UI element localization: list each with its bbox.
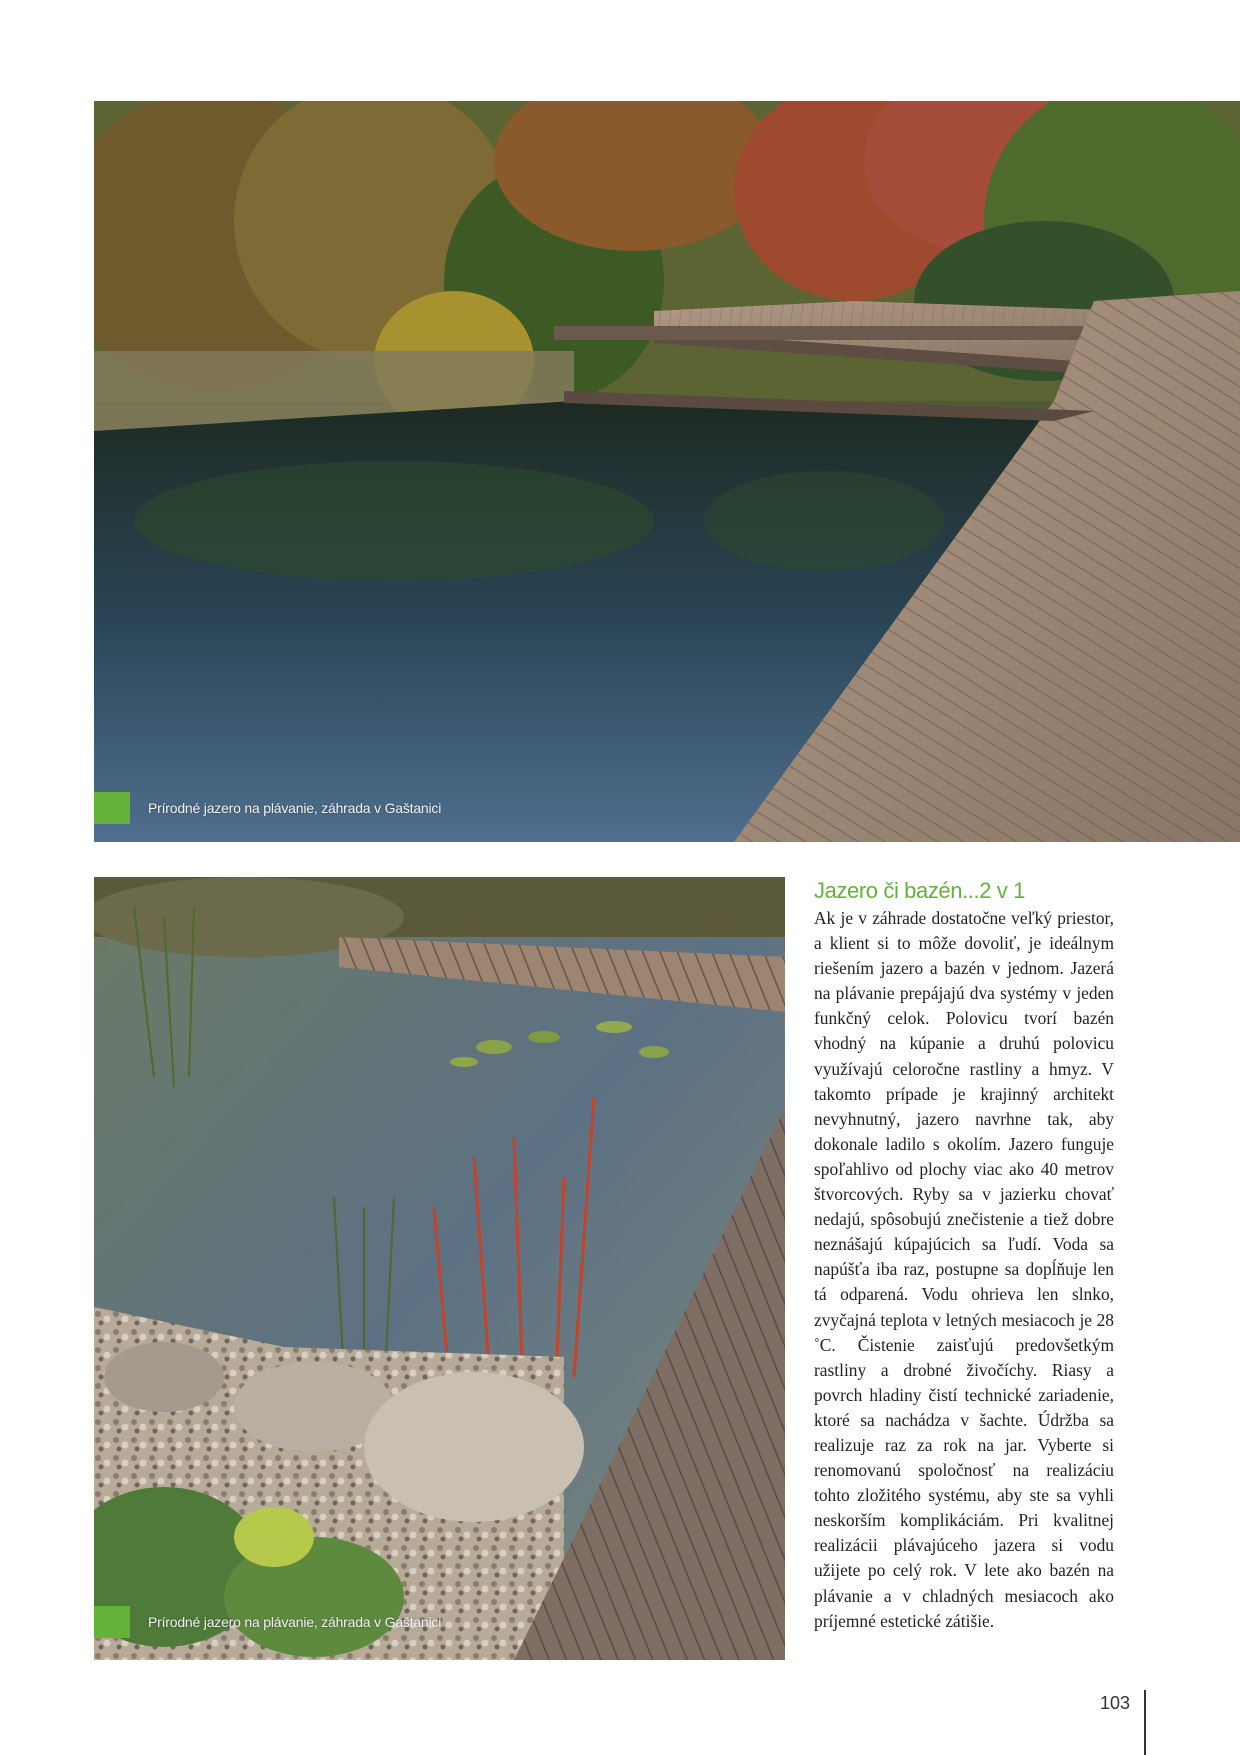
caption-top-text: Prírodné jazero na plávanie, záhrada v Gaštanici <box>148 800 442 816</box>
article-heading: Jazero či bazén...2 v 1 <box>814 878 1025 903</box>
caption-top <box>94 792 441 824</box>
photo-pond-deck-image <box>94 101 1240 842</box>
page-number: 103 <box>1099 1693 1130 1713</box>
page-number-rule <box>1144 1690 1146 1755</box>
caption-accent-swatch <box>94 792 130 824</box>
article-body: Ak je v záhrade dostatočne veľký priestor, a klient si to môže dovoliť, je ideálnym riešením jazero a bazén v jednom. Jazerá na plávanie prepájajú dva systémy v jeden funkčný celok. Polovicu tvorí bazén vhodný na kúpanie a druhú polovicu využívajú celoročne rastliny a hmyz. V takomto prípade je krajinný architekt nevyhnutný, jazero navrhne tak, aby dokonale ladilo s okolím. Jazero funguje spoľahlivo od plochy viac ako 40 metrov štvorcových. Ryby sa v jazierku chovať nedajú, spôsobujú znečistenie a tiež dobre neznášajú kúpajúcich sa ľudí. Voda sa napúšťa iba raz, postupne sa dopĺňuje len tá odparená. Vodu ohrieva len slnko, zvyčajná teplota v letných mesiacoch je 28 ˚C. Čistenie zaisťujú predovšetkým rastliny a drobné živočíchy. Riasy a povrch hladiny čistí technické zariadenie, ktoré sa nachádza v šachte. Údržba sa realizuje raz za rok na jar. Vyberte si renomovanú spoločnosť na realizáciu tohto zložitého systému, aby ste sa vyhli neskorším komplikáciám. Pri kvalitnej realizácii plávajúceho jazera si vodu užijete po celý rok. V lete ako bazén na plávanie a v chladných mesiacoch ako príjemné estetické zátišie. <box>814 908 1114 1631</box>
caption-bottom <box>94 1606 441 1638</box>
photo-pond-shore-image <box>94 877 785 1660</box>
caption-bottom-text: Prírodné jazero na plávanie, záhrada v Gaštanici <box>148 1614 442 1630</box>
photo-pond-deck <box>94 101 1240 842</box>
article <box>814 878 1114 1634</box>
caption-accent-swatch <box>94 1606 130 1638</box>
photo-pond-shore <box>94 877 785 1660</box>
